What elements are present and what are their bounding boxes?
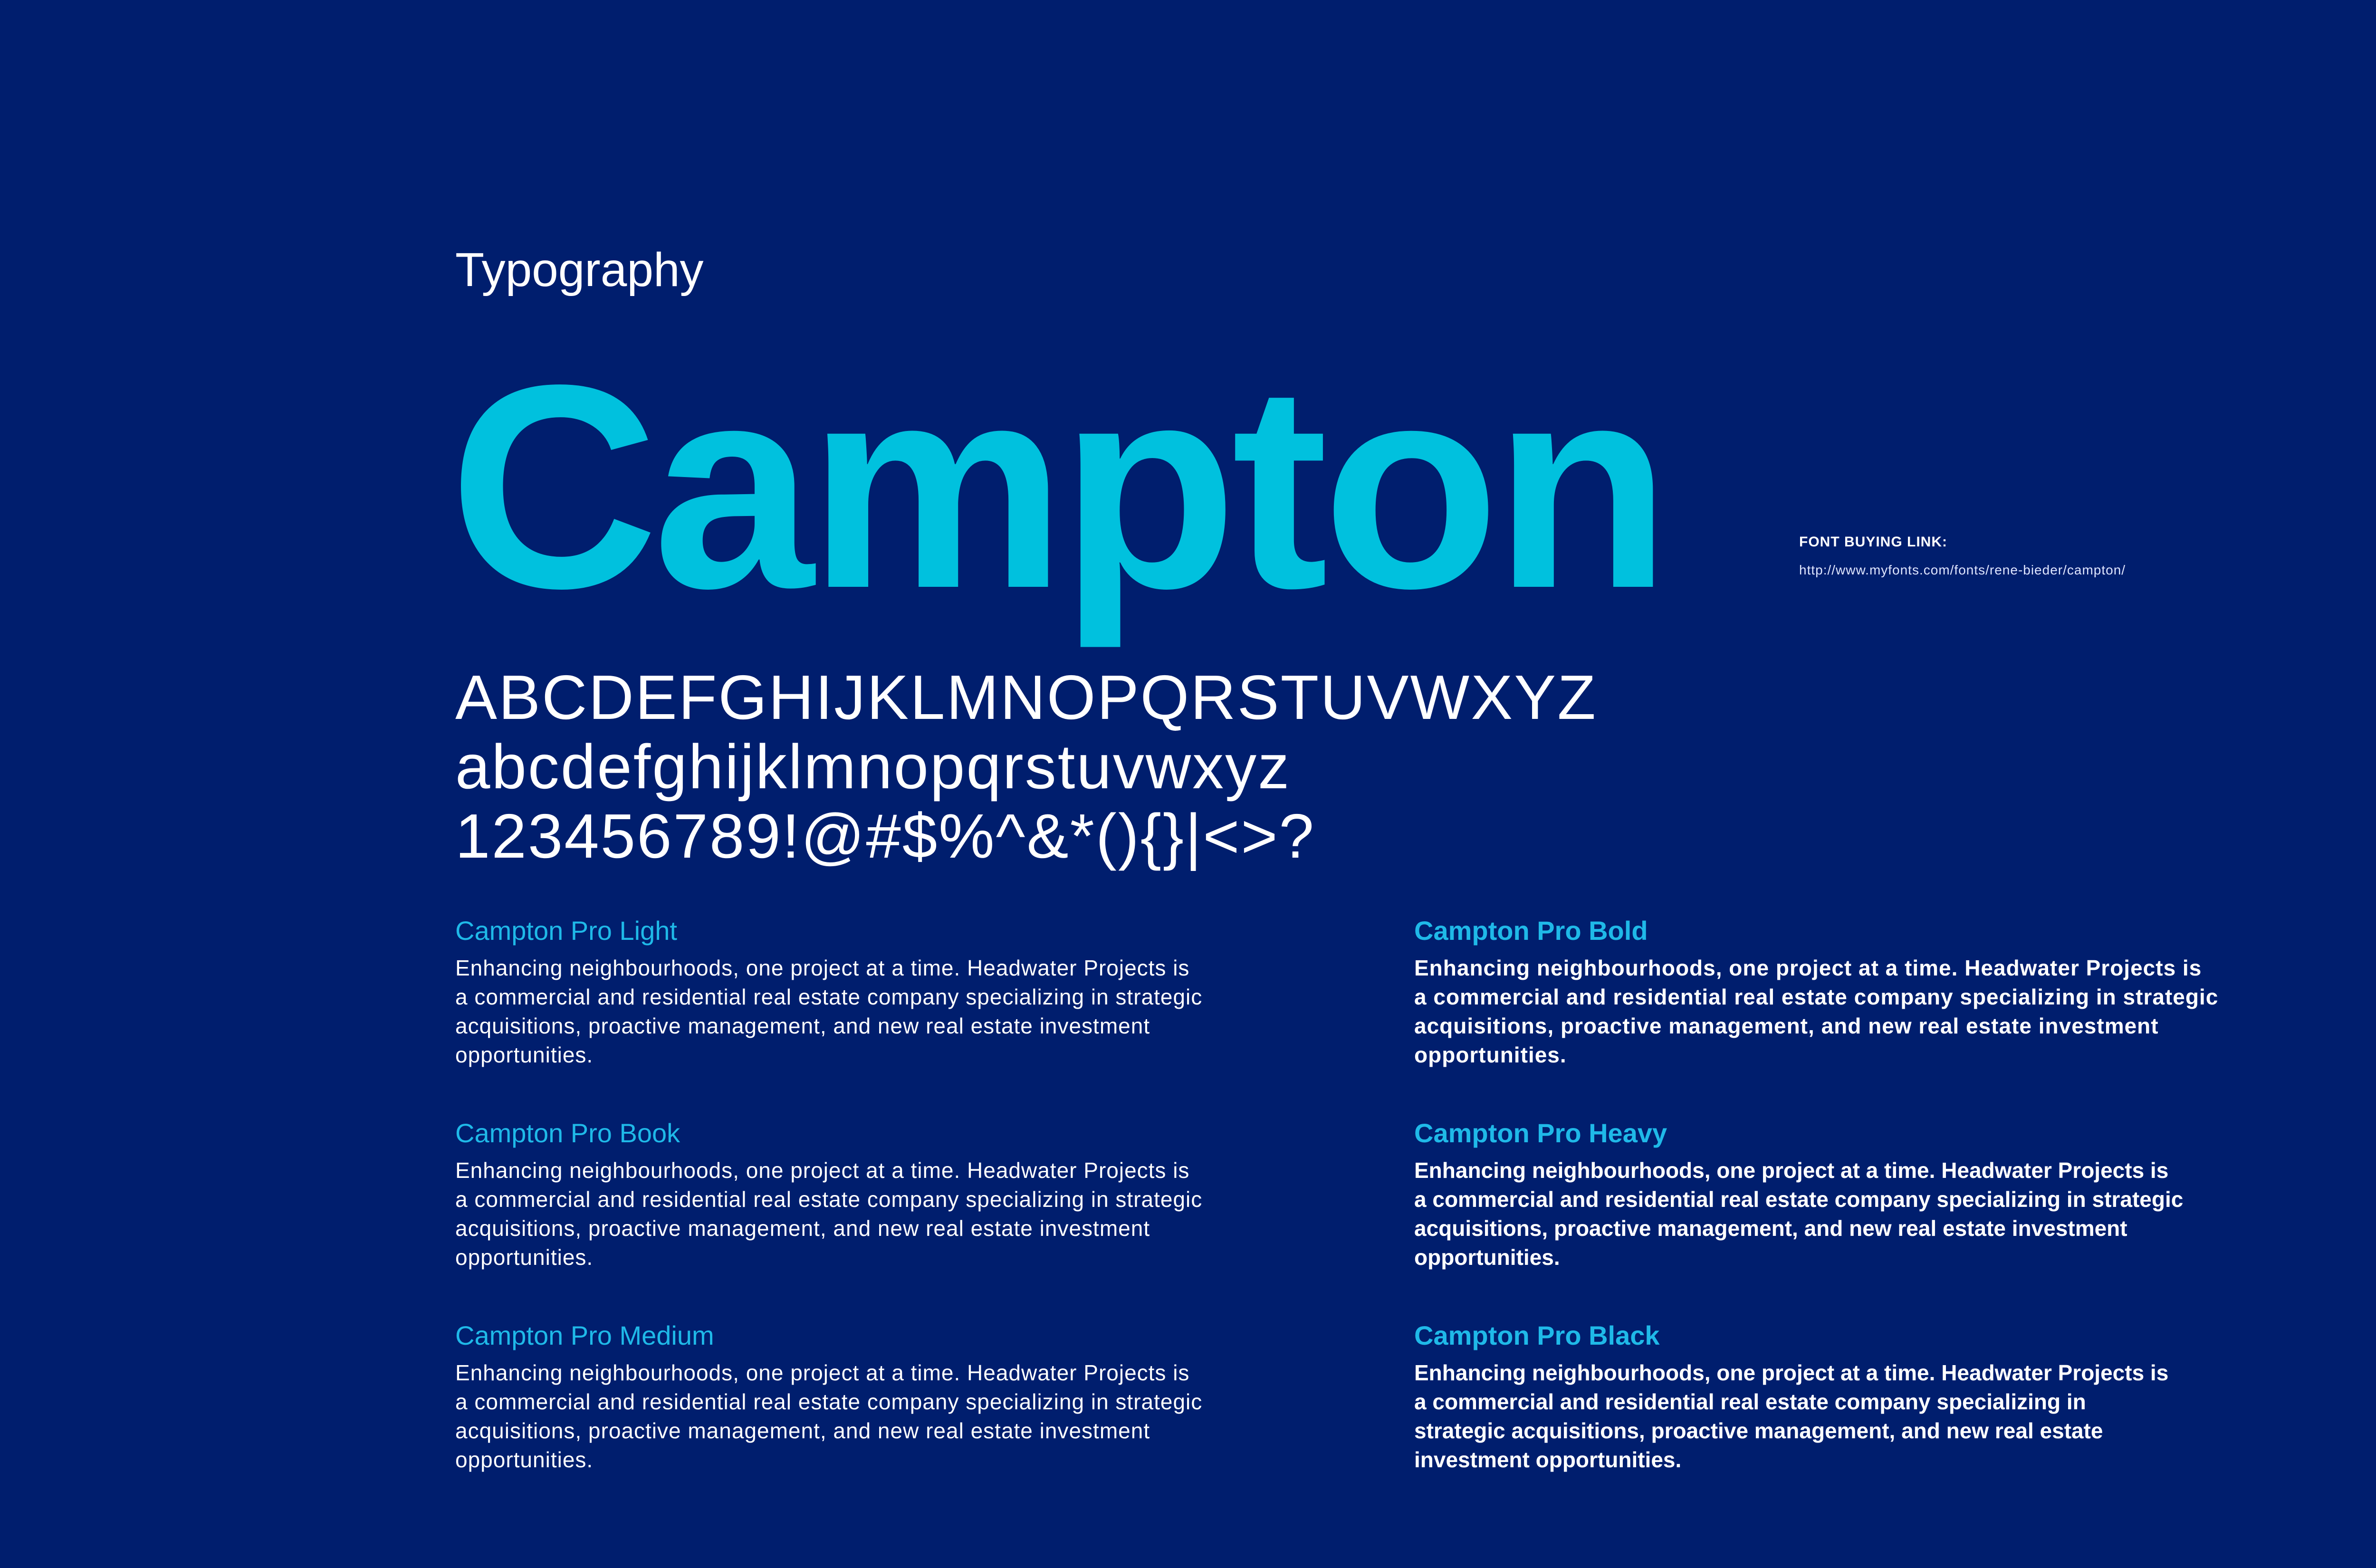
glyph-set <box>455 663 1786 871</box>
specimen-line: a commercial and residential real estate company specializing in strategic <box>455 985 1203 1009</box>
specimen-line: opportunities. <box>455 1042 594 1067</box>
specimen-line: Enhancing neighbourhoods, one project at a time. Headwater Projects is <box>455 1158 1190 1183</box>
specimen-line: acquisitions, proactive management, and new real estate investment <box>455 1013 1150 1038</box>
specimen-line: opportunities. <box>1414 1042 1567 1067</box>
specimen-body <box>455 1358 1368 1474</box>
specimen-line: a commercial and residential real estate company specializing in strategic <box>1414 985 2219 1009</box>
specimen-line: a commercial and residential real estate company specializing in strategic <box>455 1187 1203 1212</box>
specimen-book <box>455 1120 1368 1272</box>
specimen-line: opportunities. <box>455 1245 594 1270</box>
specimen-body <box>1414 1358 2327 1474</box>
specimen-line: Enhancing neighbourhoods, one project at a time. Headwater Projects is <box>1414 1360 2169 1385</box>
specimen-body <box>1414 1156 2327 1272</box>
specimen-line: acquisitions, proactive management, and new real estate investment <box>1414 1216 2127 1241</box>
specimen-body <box>455 954 1368 1070</box>
font-buying-label: FONT BUYING LINK: <box>1799 534 1947 550</box>
specimen-heavy <box>1414 1120 2327 1272</box>
specimen-body <box>455 1156 1368 1272</box>
specimen-line: opportunities. <box>1414 1245 1560 1270</box>
section-title: Typography <box>455 243 704 296</box>
lowercase-glyphs: abcdefghijklmnopqrstuvwxyz <box>455 732 1291 802</box>
specimen-line: Enhancing neighbourhoods, one project at a time. Headwater Projects is <box>1414 956 2202 980</box>
specimen-bold <box>1414 918 2327 1070</box>
specimen-line: Enhancing neighbourhoods, one project at a time. Headwater Projects is <box>1414 1158 2169 1183</box>
uppercase-glyphs: ABCDEFGHIJKLMNOPQRSTUVWXYZ <box>455 662 1597 732</box>
numerals-symbols-glyphs: 123456789!@#$%^&*(){}|<>? <box>455 801 1315 871</box>
specimen-medium <box>455 1322 1368 1474</box>
specimen-line: Enhancing neighbourhoods, one project at a time. Headwater Projects is <box>455 956 1190 980</box>
specimen-line: strategic acquisitions, proactive management, and new real estate <box>1414 1418 2103 1443</box>
specimen-line: a commercial and residential real estate company specializing in strategic <box>1414 1187 2184 1212</box>
specimen-light <box>455 918 1368 1070</box>
specimen-title: Campton Pro Black <box>1414 1320 1660 1350</box>
specimen-line: acquisitions, proactive management, and new real estate investment <box>1414 1013 2159 1038</box>
specimen-line: a commercial and residential real estate company specializing in strategic <box>455 1389 1203 1414</box>
specimen-title: Campton Pro Light <box>455 916 677 946</box>
specimen-title: Campton Pro Book <box>455 1118 680 1148</box>
specimen-line: Enhancing neighbourhoods, one project at a time. Headwater Projects is <box>455 1360 1190 1385</box>
specimen-line: a commercial and residential real estate company specializing in <box>1414 1389 2086 1414</box>
specimen-body <box>1414 954 2327 1070</box>
specimen-line: acquisitions, proactive management, and new real estate investment <box>455 1418 1150 1443</box>
specimen-title: Campton Pro Medium <box>455 1320 714 1350</box>
specimen-line: investment opportunities. <box>1414 1447 1682 1472</box>
specimen-black <box>1414 1322 2327 1474</box>
specimen-line: opportunities. <box>455 1447 594 1472</box>
font-buying-link[interactable]: http://www.myfonts.com/fonts/rene-bieder/campton/ <box>1799 563 2126 577</box>
specimen-title: Campton Pro Bold <box>1414 916 1648 946</box>
font-name-display: Campton <box>449 325 1666 649</box>
specimen-line: acquisitions, proactive management, and new real estate investment <box>455 1216 1150 1241</box>
specimen-title: Campton Pro Heavy <box>1414 1118 1667 1148</box>
